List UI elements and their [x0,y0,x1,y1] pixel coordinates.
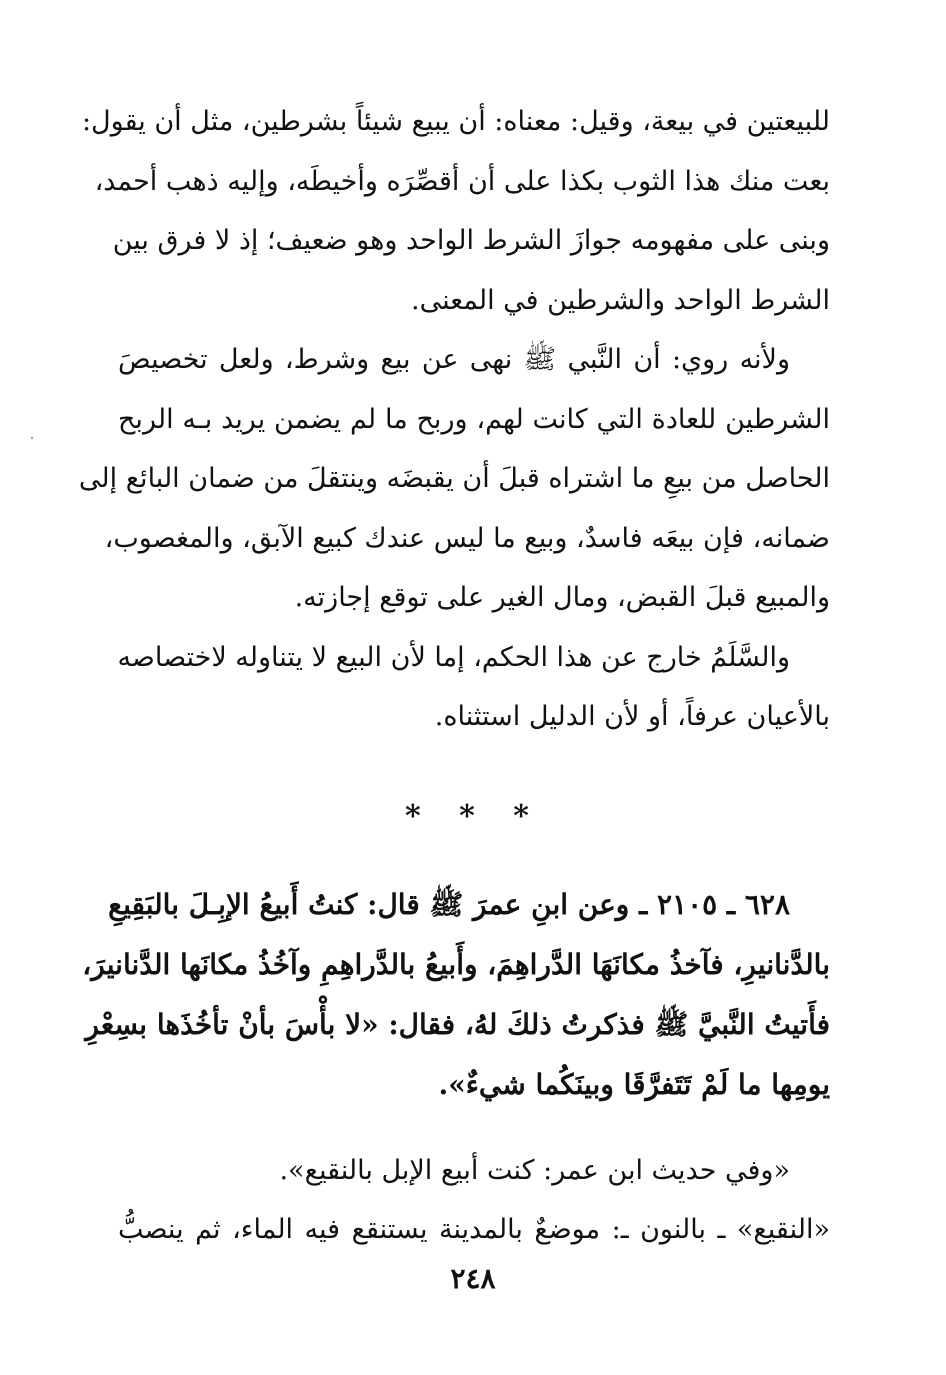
text-line: الشرط الواحد والشرطين في المعنى. [410,284,830,316]
text-line: يومِها ما لَمْ تَتَفرَّقَا وبينَكُما شيءٌ». [438,1067,830,1101]
hadith-text [82,875,830,1115]
page-body [78,92,830,1260]
page-number: ٢٤٨ [450,1262,496,1295]
commentary-note-2 [118,1200,830,1260]
section-separator: * * * [405,798,543,834]
text-line: والمبيع قبلَ القبض، ومال الغير على توقع إجازته. [294,582,830,613]
text-line: «النقيع» ـ بالنون ـ: موضعٌ بالمدينة يستنقع فيه الماء، ثم ينصبُّ [118,1214,830,1245]
text-line: الحاصل من بيعِ ما اشتراه قبلَ أن يقبضَه وينتقلَ من ضمان البائع إلى [78,463,830,494]
text-line: ولأنه روي: أن النَّبي ﷺ نهى عن بيع وشرط، ولعل تخصيصَ [118,344,790,375]
paragraph-1 [81,92,830,330]
text-line: بالأعيان عرفاً، أو لأن الدليل استثناه. [434,701,830,732]
text-line: والسَّلَمُ خارج عن هذا الحكم، إما لأن البيع لا يتناوله لاختصاصه [117,641,790,673]
text-line: ٦٢٨ ـ ٢١٠٥ ـ وعن ابنِ عمرَ ﷺ قال: كنتُ أَبيعُ الإبِـلَ بالبَقِيعِ [108,887,790,921]
scan-mark [31,437,33,439]
text-line: بعت منك هذا الثوب بكذا على أن أقصِّرَه وأخيطَه، وإليه ذهب أحمد، [94,165,830,197]
text-line: بالدَّنانيرِ، فآخذُ مكانَهَا الدَّراهِمَ، وأَبيعُ بالدَّراهِمِ وآخُذُ مكانَها الدَّنانيرَ، [82,947,830,981]
text-line: الشرطين للعادة التي كانت لهم، وربح ما لم يضمن يريد بـه الربح [118,403,830,435]
text-line: «وفي حديث ابن عمر: كنت أبيع الإبل بالنقيع». [279,1154,790,1186]
paragraph-3 [118,628,830,747]
text-line: ضمانه، فإن بيعَه فاسدٌ، وبيع ما ليس عندك كبيع الآبق، والمغصوب، [104,522,830,554]
commentary-note-1 [118,1141,830,1201]
paragraph-2 [78,330,830,628]
text-line: للبيعتين في بيعة، وقيل: معناه: أن يبيع شيئاً بشرطين، مثل أن يقول: [81,106,830,137]
text-line: وبنى على مفهومه جوازَ الشرط الواحد وهو ضعيف؛ إذ لا فرق بين [112,225,830,256]
text-line: فأَتيتُ النَّبيَّ ﷺ فذكرتُ ذلكَ لهُ، فقال: «لا بأْسَ بأنْ تأخُذَها بسِعْرِ [85,1007,830,1041]
